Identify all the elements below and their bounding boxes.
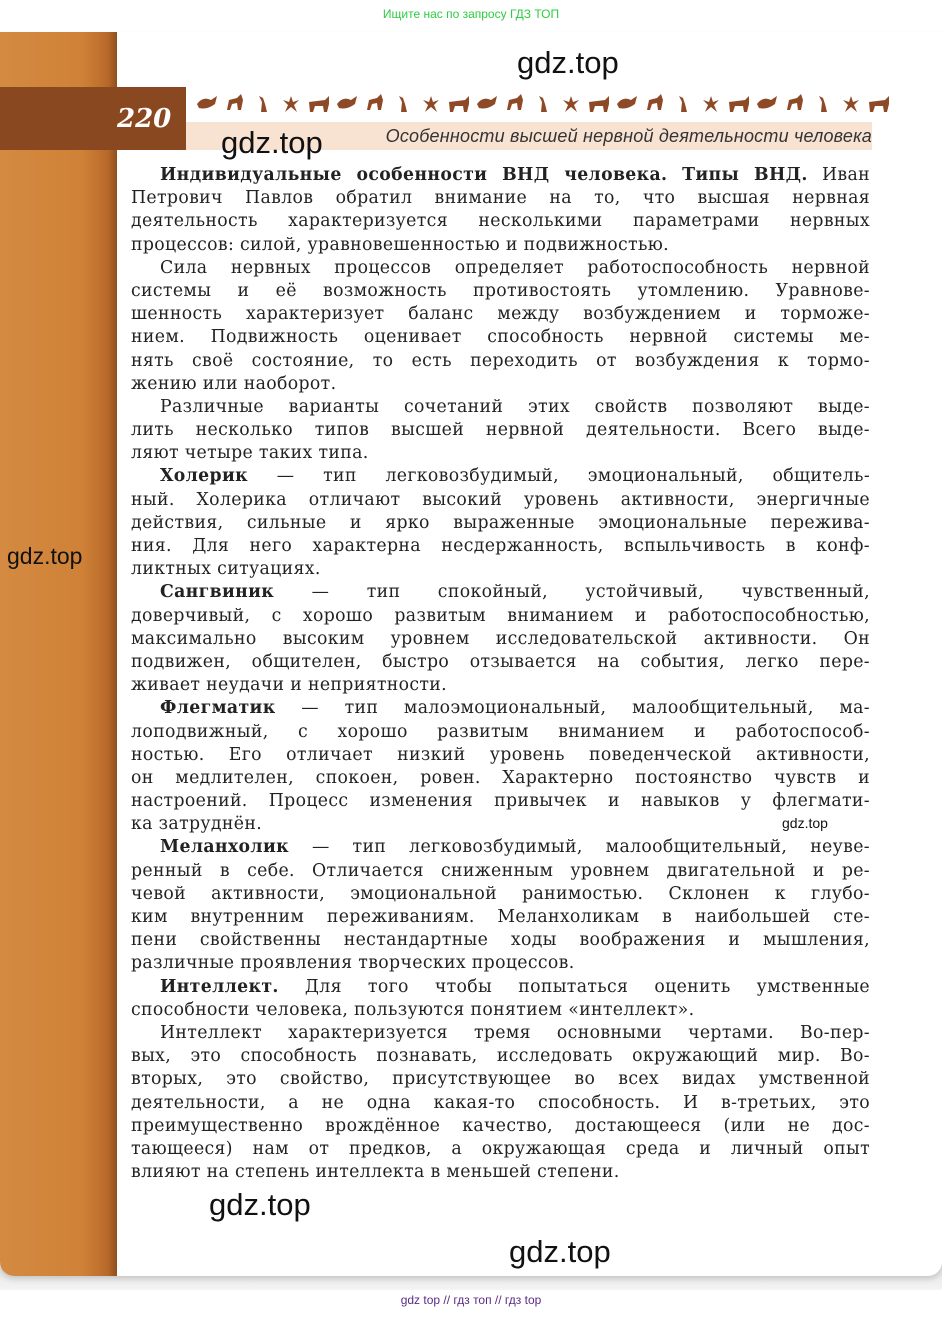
line-text: ренный в себе. Отличается сниженным уровнем двигательной и ре- bbox=[131, 860, 870, 881]
text-line bbox=[131, 1068, 870, 1091]
bold-term: Холерик bbox=[160, 466, 248, 487]
text-line bbox=[131, 1161, 620, 1184]
text-line bbox=[131, 721, 870, 744]
line-text: действия, сильные и ярко выраженные эмоциональные пережива- bbox=[131, 512, 870, 533]
watermark: gdz.top bbox=[209, 1187, 311, 1222]
line-text: — тип малоэмоциональный, малообщительный, ма- bbox=[301, 698, 870, 719]
text-line bbox=[131, 999, 694, 1022]
text-line bbox=[131, 419, 870, 442]
animal-silhouette-icon bbox=[615, 92, 639, 116]
animal-silhouette-icon bbox=[671, 92, 695, 116]
animal-silhouette-icon bbox=[755, 92, 779, 116]
line-text: Сила нервных процессов определяет работоспособность нервной bbox=[160, 257, 870, 278]
line-text: пени свойственны нестандартные ходы воображения и мышления, bbox=[131, 930, 870, 951]
line-text: жению или наоборот. bbox=[131, 373, 337, 394]
line-text: вторых, это свойство, присутствующее во всех видах умственной bbox=[131, 1069, 870, 1090]
search-hint[interactable]: Ищите нас по запросу ГДЗ ТОП bbox=[382, 7, 560, 21]
text-line bbox=[131, 952, 575, 975]
animal-silhouette-icon bbox=[587, 92, 611, 116]
text-line bbox=[131, 605, 870, 628]
line-text: лоподвижный, с хорошо развитым вниманием и работоспособ- bbox=[131, 721, 870, 742]
text-line bbox=[131, 674, 447, 697]
text-line bbox=[131, 396, 870, 419]
text-line bbox=[131, 535, 870, 558]
animal-silhouette-icon bbox=[419, 92, 443, 116]
text-line bbox=[131, 744, 870, 767]
text-line bbox=[131, 929, 870, 952]
line-text: подвижен, общителен, быстро отзывается на события, легко пере- bbox=[131, 651, 870, 672]
watermark: gdz.top bbox=[517, 45, 619, 80]
text-line bbox=[131, 628, 870, 651]
text-line bbox=[131, 1115, 870, 1138]
line-text: преимущественно врождённое качество, достающееся (или не дос- bbox=[131, 1115, 870, 1136]
text-line bbox=[131, 651, 870, 674]
line-text: Интеллект характеризуется тремя основными чертами. Во-пер- bbox=[160, 1022, 870, 1043]
line-text: деятельность характеризуется несколькими параметрами нервных bbox=[131, 211, 870, 232]
text-line bbox=[131, 257, 870, 280]
line-text: — тип спокойный, устойчивый, чувственный, bbox=[311, 582, 870, 603]
animal-silhouette-icon bbox=[251, 92, 275, 116]
text-line bbox=[131, 1022, 870, 1045]
line-text: процессов: силой, уравновешенностью и подвижностью. bbox=[131, 234, 669, 255]
animal-silhouette-icon bbox=[363, 92, 387, 116]
line-text: влияют на степень интеллекта в меньшей степени. bbox=[131, 1162, 620, 1183]
line-text: он медлителен, спокоен, ровен. Характерно постоянство чувств и bbox=[131, 767, 870, 788]
page-spine bbox=[0, 32, 117, 1276]
animal-silhouette-icon bbox=[783, 92, 807, 116]
line-text: — тип легковозбудимый, малообщительный, неуве- bbox=[311, 837, 870, 858]
page-number: 220 bbox=[117, 104, 172, 134]
line-text: ния. Для него характерна несдержанность, вспыльчивость в конф- bbox=[131, 536, 870, 556]
text-line bbox=[131, 187, 870, 210]
line-text: Иван bbox=[821, 165, 870, 185]
line-text: лить несколько типов высшей нервной деятельности. Всего выде- bbox=[131, 420, 870, 441]
animal-silhouette-icon bbox=[447, 92, 471, 116]
line-text: максимально высоким уровнем исследовательской активности. Он bbox=[131, 628, 870, 649]
line-text: вых, это способность познавать, исследовать окружающий мир. Во- bbox=[131, 1046, 870, 1067]
line-text: чевой активности, эмоциональной ранимостью. Склонен к глубо- bbox=[131, 883, 870, 904]
animal-silhouette-icon bbox=[727, 92, 751, 116]
line-text: деятельности, а не одна какая-то способность. И в-третьих, это bbox=[131, 1092, 870, 1113]
animal-silhouette-icon bbox=[279, 92, 303, 116]
line-text: Петрович Павлов обратил внимание на то, что высшая нервная bbox=[131, 188, 870, 209]
animal-silhouette-icon bbox=[391, 92, 415, 116]
line-text: различные проявления творческих процессов. bbox=[131, 953, 575, 974]
line-text: нием. Подвижность оценивает способность нервной системы ме- bbox=[131, 327, 870, 348]
animal-silhouettes-row bbox=[195, 92, 891, 116]
bold-term: Сангвиник bbox=[160, 582, 275, 603]
animal-silhouette-icon bbox=[195, 92, 219, 116]
line-text: ка затруднён. bbox=[131, 814, 263, 835]
text-line bbox=[131, 581, 870, 604]
watermark: gdz.top bbox=[782, 815, 828, 831]
text-line bbox=[131, 1138, 870, 1161]
line-text: ким внутренним переживаниям. Меланхоликам в наибольшей сте- bbox=[131, 907, 870, 927]
text-line bbox=[131, 790, 870, 813]
footer-links[interactable]: gdz top // гдз топ // гдз top bbox=[400, 1293, 542, 1307]
animal-silhouette-icon bbox=[699, 92, 723, 116]
animal-silhouette-icon bbox=[867, 92, 891, 116]
text-line bbox=[131, 883, 870, 906]
textbook-page bbox=[0, 32, 942, 1276]
text-line bbox=[131, 210, 870, 233]
text-line bbox=[131, 465, 870, 488]
text-line bbox=[131, 280, 870, 303]
animal-silhouette-icon bbox=[811, 92, 835, 116]
text-line bbox=[131, 1045, 870, 1068]
text-line bbox=[131, 442, 369, 465]
watermark: gdz.top bbox=[221, 125, 323, 160]
animal-silhouette-icon bbox=[643, 92, 667, 116]
line-text: доверчивый, с хорошо развитым вниманием и работоспособностью, bbox=[131, 605, 870, 626]
text-line bbox=[131, 1092, 870, 1115]
line-text: ностью. Его отличает низкий уровень поведенческой активности, bbox=[131, 744, 870, 765]
line-text: нять своё состояние, то есть переходить от возбуждения к тормо- bbox=[131, 350, 870, 371]
text-line bbox=[131, 326, 870, 349]
line-text: способности человека, пользуются понятием «интеллект». bbox=[131, 999, 695, 1020]
text-line bbox=[131, 906, 870, 929]
animal-silhouette-icon bbox=[475, 92, 499, 116]
text-line bbox=[131, 697, 870, 720]
animal-silhouette-icon bbox=[839, 92, 863, 116]
line-text: ный. Холерика отличают высокий уровень активности, энергичные bbox=[131, 489, 870, 510]
line-text: тающееся) нам от предков, а окружающая среда и личный опыт bbox=[131, 1138, 870, 1159]
line-text: системы и её возможность противостоять утомлению. Уравнове- bbox=[131, 280, 870, 301]
line-text: живает неудачи и неприятности. bbox=[131, 675, 448, 696]
line-text: Для того чтобы попытаться оценить умственные bbox=[304, 976, 870, 997]
text-line bbox=[131, 558, 321, 581]
text-line bbox=[131, 860, 870, 883]
watermark: gdz.top bbox=[7, 543, 83, 569]
text-line bbox=[131, 373, 336, 396]
watermark: gdz.top bbox=[509, 1234, 611, 1269]
text-line bbox=[131, 234, 669, 257]
text-line bbox=[131, 489, 870, 512]
text-line bbox=[131, 813, 262, 836]
text-line bbox=[131, 350, 870, 373]
line-text: Различные варианты сочетаний этих свойств позволяют выде- bbox=[160, 396, 870, 417]
animal-silhouette-icon bbox=[335, 92, 359, 116]
line-text: — тип легковозбудимый, эмоциональный, общитель- bbox=[276, 466, 870, 487]
text-line bbox=[131, 512, 870, 535]
line-text: ляют четыре таких типа. bbox=[131, 443, 369, 464]
animal-silhouette-icon bbox=[223, 92, 247, 116]
bold-term: Флегматик bbox=[160, 698, 276, 719]
animal-silhouette-icon bbox=[531, 92, 555, 116]
line-text: ликтных ситуациях. bbox=[131, 559, 321, 580]
text-line bbox=[131, 164, 870, 187]
chapter-title: Особенности высшей нервной деятельности человека bbox=[385, 126, 872, 146]
text-line bbox=[131, 836, 870, 859]
bold-term: Интеллект. bbox=[160, 976, 279, 997]
bold-term: Индивидуальные особенности ВНД человека. Типы ВНД. bbox=[160, 165, 808, 185]
animal-silhouette-icon bbox=[559, 92, 583, 116]
line-text: настроений. Процесс изменения привычек и навыков у флегмати- bbox=[131, 791, 870, 812]
bold-term: Меланхолик bbox=[160, 837, 289, 858]
text-line bbox=[131, 303, 870, 326]
text-line bbox=[131, 976, 870, 999]
text-line bbox=[131, 767, 870, 790]
line-text: шенность характеризует баланс между возбуждением и торможе- bbox=[131, 304, 870, 325]
animal-silhouette-icon bbox=[503, 92, 527, 116]
body-text bbox=[131, 164, 870, 1184]
animal-silhouette-icon bbox=[307, 92, 331, 116]
